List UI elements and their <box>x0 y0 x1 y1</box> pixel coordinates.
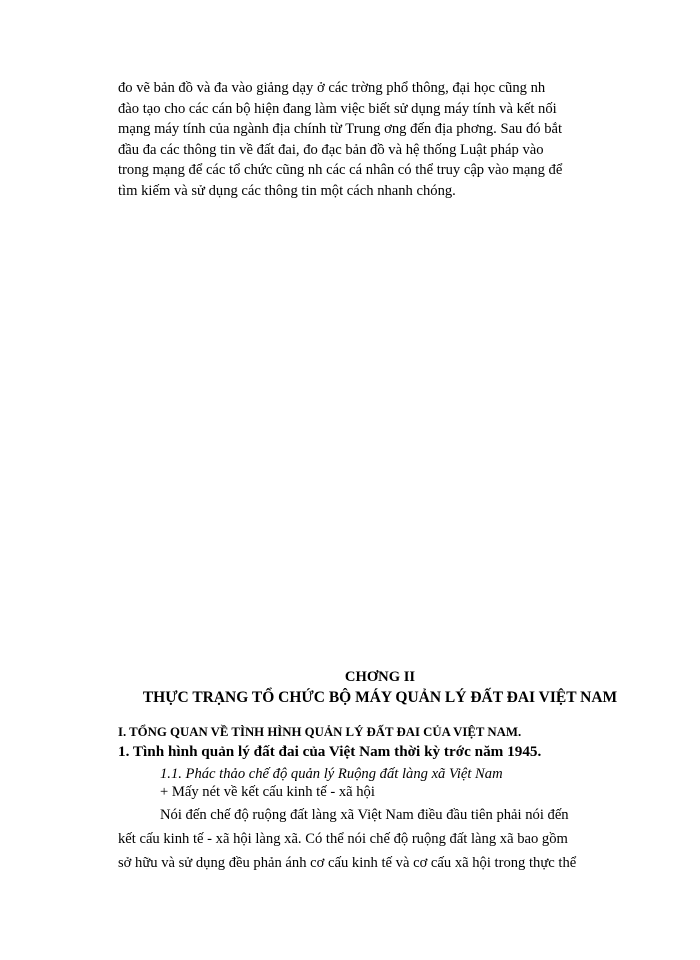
paragraph-line: kết cấu kinh tế - xã hội làng xã. Có thể nói chế độ ruộng đất làng xã bao gồm <box>118 831 568 847</box>
paragraph-line: trong mạng để các tổ chức cũng nh các cá nhân có thể truy cập vào mạng để <box>118 162 563 179</box>
section-heading: I. TỔNG QUAN VỀ TÌNH HÌNH QUẢN LÝ ĐẤT ĐAI CỦA VIỆT NAM. <box>118 725 522 739</box>
bullet-line: + Mấy nét về kết cấu kinh tế - xã hội <box>160 784 375 800</box>
paragraph-line: Nói đến chế độ ruộng đất làng xã Việt Nam điều đầu tiên phải nói đến <box>160 807 569 823</box>
subsubsection-heading: 1.1. Phác thảo chế độ quản lý Ruộng đất làng xã Việt Nam <box>160 766 503 782</box>
chapter-number: CHƠNG II <box>344 669 416 685</box>
paragraph-line: mạng máy tính của ngành địa chính từ Trung ơng đến địa phơng. Sau đó bắt <box>118 121 563 138</box>
paragraph-line: đầu đa các thông tin về đất đai, đo đạc bản đồ và hệ thống Luật pháp vào <box>118 141 544 158</box>
paragraph-line: đào tạo cho các cán bộ hiện đang làm việc biết sử dụng máy tính và kết nối <box>118 100 557 117</box>
paragraph-line: đo vẽ bản đồ và đa vào giảng dạy ở các trờng phổ thông, đại học cũng nh <box>118 80 546 96</box>
continued-paragraph <box>118 78 638 202</box>
chapter-title: THỰC TRẠNG TỔ CHỨC BỘ MÁY QUẢN LÝ ĐẤT ĐAI VIỆT NAM <box>142 689 618 706</box>
paragraph-line: tìm kiếm và sử dụng các thông tin một cách nhanh chóng. <box>118 182 456 199</box>
paragraph-line: sở hữu và sử dụng đều phản ánh cơ cấu kinh tế và cơ cấu xã hội trong thực thể <box>118 855 577 871</box>
body-paragraph <box>118 803 638 875</box>
subsection-heading: 1. Tình hình quản lý đất đai của Việt Nam thời kỳ trớc năm 1945. <box>118 743 542 760</box>
